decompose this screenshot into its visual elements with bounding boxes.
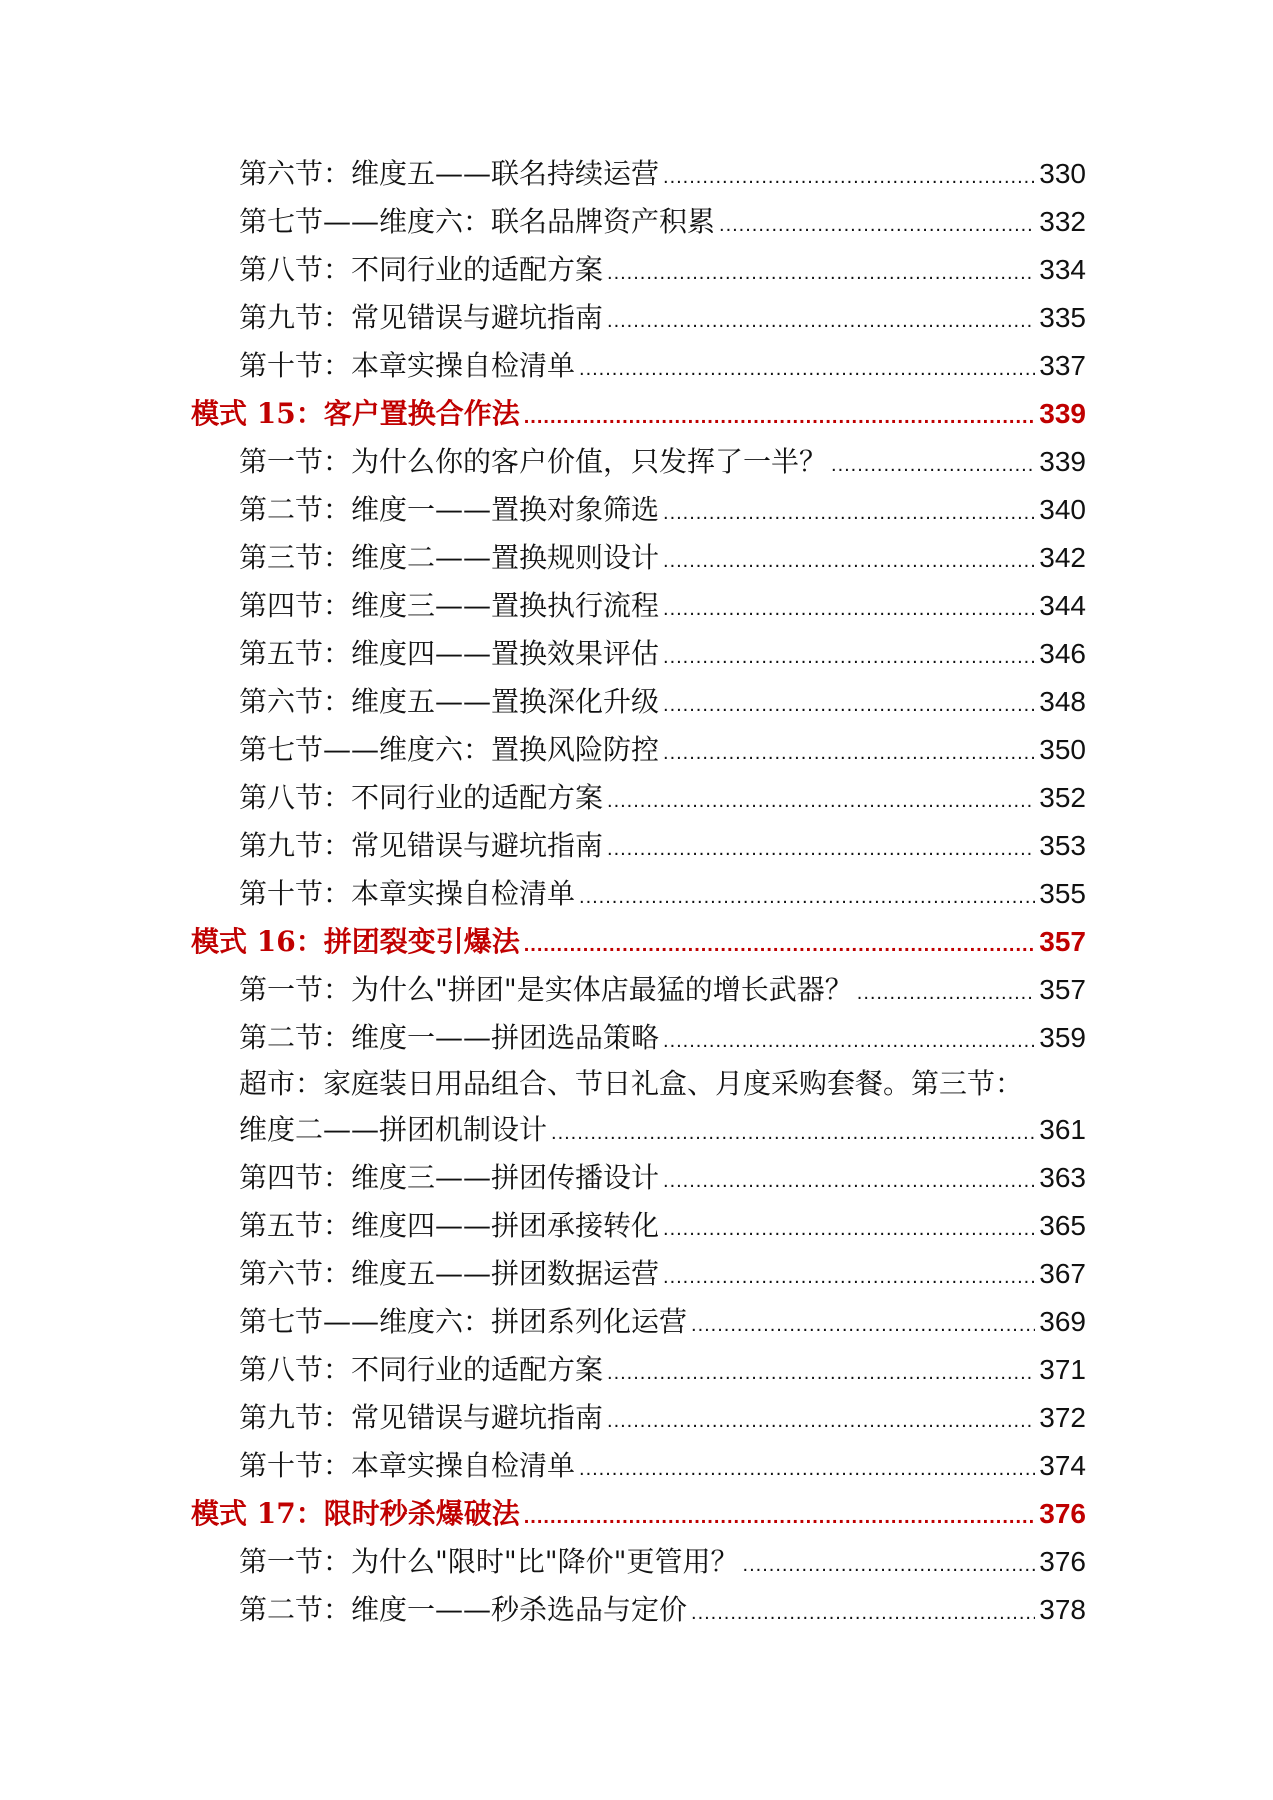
toc-entry-title: 第十节：本章实操自检清单 bbox=[239, 877, 576, 910]
dot-leader bbox=[663, 681, 1035, 729]
toc-section-entry[interactable] bbox=[191, 438, 1086, 486]
toc-section-entry[interactable] bbox=[191, 630, 1086, 678]
toc-page-number: 346 bbox=[1039, 638, 1086, 669]
dot-leader bbox=[719, 201, 1035, 249]
dot-leader bbox=[691, 1301, 1035, 1349]
dot-leader bbox=[524, 921, 1036, 969]
toc-section-entry[interactable] bbox=[191, 1538, 1086, 1586]
toc-section-entry[interactable] bbox=[191, 1014, 1086, 1062]
toc-entry-title: 模式 16：拼团裂变引爆法 bbox=[191, 925, 520, 958]
toc-section-entry[interactable] bbox=[191, 822, 1086, 870]
toc-entry-title: 第三节：维度二——置换规则设计 bbox=[239, 541, 660, 574]
toc-page-number: 357 bbox=[1039, 974, 1086, 1005]
toc-section-entry[interactable] bbox=[191, 1202, 1086, 1250]
toc-entry-title: 第八节：不同行业的适配方案 bbox=[239, 253, 604, 286]
dot-leader bbox=[607, 777, 1035, 825]
dot-leader bbox=[663, 633, 1035, 681]
dot-leader bbox=[524, 393, 1036, 441]
dot-leader bbox=[743, 1541, 1036, 1589]
toc-entry-title: 第二节：维度一——拼团选品策略 bbox=[239, 1021, 660, 1054]
dot-leader bbox=[663, 1017, 1035, 1065]
dot-leader bbox=[663, 585, 1035, 633]
toc-page-number: 365 bbox=[1039, 1210, 1086, 1241]
dot-leader bbox=[663, 729, 1035, 777]
toc-page-number: 376 bbox=[1039, 1498, 1086, 1529]
toc-page-number: 340 bbox=[1039, 494, 1086, 525]
toc-entry-title: 第九节：常见错误与避坑指南 bbox=[239, 301, 604, 334]
dot-leader bbox=[663, 153, 1035, 201]
toc-section-entry[interactable] bbox=[191, 966, 1086, 1014]
toc-section-entry[interactable] bbox=[191, 678, 1086, 726]
dot-leader bbox=[607, 1397, 1035, 1445]
toc-page-number: 378 bbox=[1039, 1594, 1086, 1625]
toc-entry-title: 第七节——维度六：置换风险防控 bbox=[239, 733, 660, 766]
toc-entry-title: 第七节——维度六：联名品牌资产积累 bbox=[239, 205, 716, 238]
toc-page-number: 353 bbox=[1039, 830, 1086, 861]
toc-entry-title: 第五节：维度四——拼团承接转化 bbox=[239, 1209, 660, 1242]
toc-section-entry[interactable] bbox=[191, 534, 1086, 582]
dot-leader bbox=[607, 249, 1035, 297]
dot-leader bbox=[691, 1589, 1035, 1637]
toc-section-entry[interactable] bbox=[191, 582, 1086, 630]
toc-section-entry[interactable] bbox=[191, 726, 1086, 774]
toc-entry-title: 第十节：本章实操自检清单 bbox=[239, 1449, 576, 1482]
toc-page-number: 374 bbox=[1039, 1450, 1086, 1481]
toc-page-number: 367 bbox=[1039, 1258, 1086, 1289]
toc-section-entry[interactable] bbox=[191, 1154, 1086, 1202]
toc-entry-title: 第一节：为什么你的客户价值，只发挥了一半？ bbox=[239, 445, 828, 478]
toc-entry-title: 维度二——拼团机制设计 bbox=[239, 1113, 548, 1146]
toc-section-entry[interactable] bbox=[191, 150, 1086, 198]
table-of-contents bbox=[191, 150, 1086, 1634]
toc-entry-title: 第二节：维度一——秒杀选品与定价 bbox=[239, 1593, 688, 1626]
dot-leader bbox=[857, 969, 1036, 1017]
toc-page-number: 344 bbox=[1039, 590, 1086, 621]
toc-page-number: 359 bbox=[1039, 1022, 1086, 1053]
toc-chapter-entry[interactable] bbox=[191, 390, 1086, 438]
toc-entry-title: 第四节：维度三——拼团传播设计 bbox=[239, 1161, 660, 1194]
dot-leader bbox=[579, 1445, 1035, 1493]
dot-leader bbox=[579, 873, 1035, 921]
toc-page-number: 372 bbox=[1039, 1402, 1086, 1433]
toc-section-entry[interactable] bbox=[191, 870, 1086, 918]
toc-section-entry[interactable] bbox=[191, 1346, 1086, 1394]
toc-entry-title: 第一节：为什么"拼团"是实体店最猛的增长武器？ bbox=[239, 973, 853, 1006]
toc-page-number: 332 bbox=[1039, 206, 1086, 237]
toc-page-number: 330 bbox=[1039, 158, 1086, 189]
toc-section-entry[interactable] bbox=[191, 1442, 1086, 1490]
toc-section-entry[interactable] bbox=[191, 342, 1086, 390]
toc-section-entry[interactable] bbox=[191, 1394, 1086, 1442]
toc-entry-title: 第六节：维度五——拼团数据运营 bbox=[239, 1257, 660, 1290]
toc-page-number: 342 bbox=[1039, 542, 1086, 573]
toc-section-entry[interactable] bbox=[191, 198, 1086, 246]
dot-leader bbox=[607, 825, 1035, 873]
toc-page-number: 361 bbox=[1039, 1114, 1086, 1145]
dot-leader bbox=[579, 345, 1035, 393]
toc-entry-title: 第二节：维度一——置换对象筛选 bbox=[239, 493, 660, 526]
toc-entry-title: 第五节：维度四——置换效果评估 bbox=[239, 637, 660, 670]
toc-page-number: 335 bbox=[1039, 302, 1086, 333]
toc-chapter-entry[interactable] bbox=[191, 1490, 1086, 1538]
toc-section-entry[interactable] bbox=[191, 486, 1086, 534]
toc-page-number: 357 bbox=[1039, 926, 1086, 957]
dot-leader bbox=[551, 1109, 1035, 1157]
toc-page-number: 352 bbox=[1039, 782, 1086, 813]
toc-entry-title: 第八节：不同行业的适配方案 bbox=[239, 781, 604, 814]
toc-entry-title: 第一节：为什么"限时"比"降价"更管用？ bbox=[239, 1545, 739, 1578]
toc-entry-title: 第八节：不同行业的适配方案 bbox=[239, 1353, 604, 1386]
toc-page-number: 350 bbox=[1039, 734, 1086, 765]
toc-entry-title: 第六节：维度五——置换深化升级 bbox=[239, 685, 660, 718]
dot-leader bbox=[663, 1253, 1035, 1301]
toc-entry-title: 第九节：常见错误与避坑指南 bbox=[239, 829, 604, 862]
toc-chapter-entry[interactable] bbox=[191, 918, 1086, 966]
toc-entry-title: 模式 17：限时秒杀爆破法 bbox=[191, 1497, 520, 1530]
toc-section-entry[interactable] bbox=[191, 1106, 1086, 1154]
dot-leader bbox=[524, 1493, 1036, 1541]
toc-page-number: 339 bbox=[1039, 398, 1086, 429]
toc-section-entry[interactable] bbox=[191, 246, 1086, 294]
toc-entry-wrap-line: 超市：家庭装日用品组合、节日礼盒、月度采购套餐。第三节： bbox=[239, 1067, 1024, 1100]
toc-entry-title: 模式 15：客户置换合作法 bbox=[191, 397, 520, 430]
dot-leader bbox=[663, 1205, 1035, 1253]
dot-leader bbox=[663, 537, 1035, 585]
dot-leader bbox=[607, 1349, 1035, 1397]
toc-section-entry[interactable] bbox=[191, 1586, 1086, 1634]
toc-page-number: 355 bbox=[1039, 878, 1086, 909]
toc-entry-title: 第九节：常见错误与避坑指南 bbox=[239, 1401, 604, 1434]
toc-entry-title: 第四节：维度三——置换执行流程 bbox=[239, 589, 660, 622]
toc-entry-title: 第七节——维度六：拼团系列化运营 bbox=[239, 1305, 688, 1338]
toc-section-entry[interactable] bbox=[191, 294, 1086, 342]
toc-section-entry[interactable] bbox=[191, 1298, 1086, 1346]
toc-page-number: 363 bbox=[1039, 1162, 1086, 1193]
toc-section-entry[interactable] bbox=[191, 774, 1086, 822]
dot-leader bbox=[831, 441, 1035, 489]
toc-page-number: 339 bbox=[1039, 446, 1086, 477]
toc-entry-title: 第十节：本章实操自检清单 bbox=[239, 349, 576, 382]
toc-page-number: 376 bbox=[1039, 1546, 1086, 1577]
dot-leader bbox=[607, 297, 1035, 345]
toc-page-number: 369 bbox=[1039, 1306, 1086, 1337]
toc-page-number: 337 bbox=[1039, 350, 1086, 381]
toc-page-number: 334 bbox=[1039, 254, 1086, 285]
toc-page-number: 348 bbox=[1039, 686, 1086, 717]
toc-entry-title: 第六节：维度五——联名持续运营 bbox=[239, 157, 660, 190]
dot-leader bbox=[663, 489, 1035, 537]
toc-page-number: 371 bbox=[1039, 1354, 1086, 1385]
dot-leader bbox=[663, 1157, 1035, 1205]
toc-section-entry[interactable] bbox=[191, 1250, 1086, 1298]
